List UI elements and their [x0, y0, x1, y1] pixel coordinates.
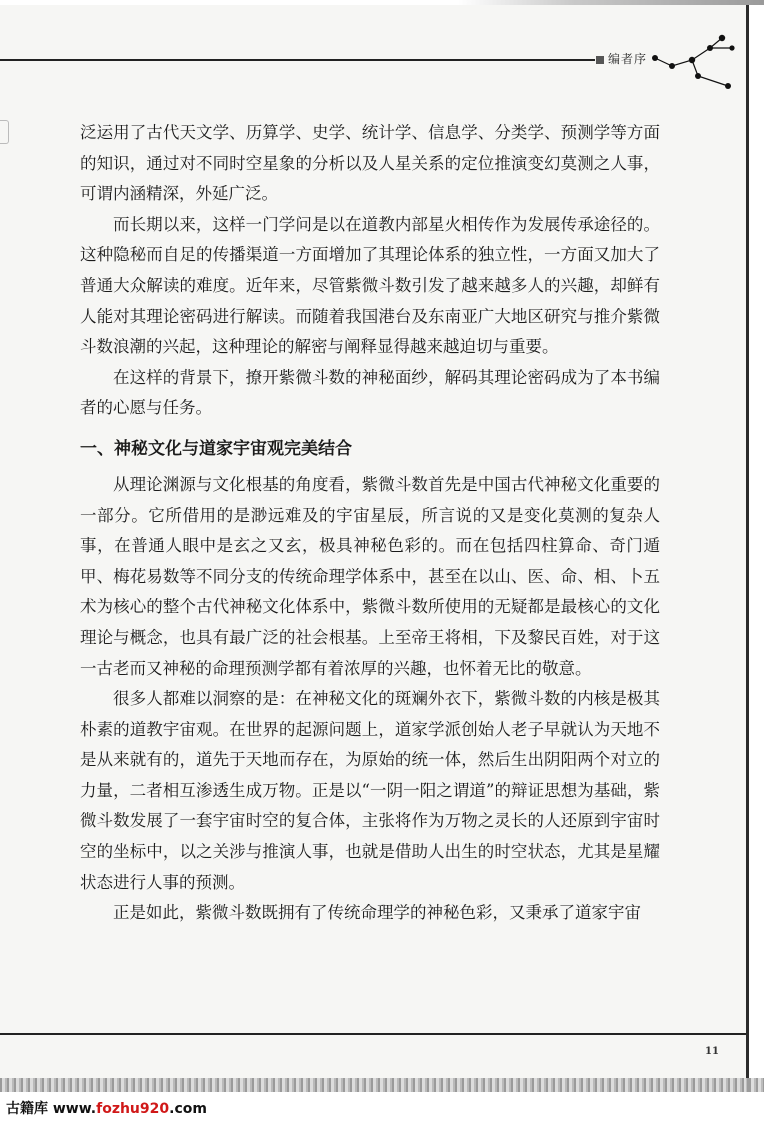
paragraph: 泛运用了古代天文学、历算学、史学、统计学、信息学、分类学、预测学等方面的知识，通过对不同时空星象的分析以及人星关系的定位推演变幻莫测之人事，可谓内涵精深，外延广泛。	[80, 123, 660, 204]
paragraph: 而长期以来，这样一门学问是以在道教内部星火相传作为发展传承途径的。这种隐秘而自足的传播渠道一方面增加了其理论体系的独立性，一方面又加大了普通大众解读的难度。近年来，尽管紫微斗数引发了越来越多人的兴趣，却鲜有人能对其理论密码进行解读。而随着我国港台及东南亚广大地区研究与推介紫微斗数浪潮的兴起，这种理论的解密与阐释显得越来越迫切与重要。	[80, 214, 660, 357]
page-number: 11	[705, 1046, 719, 1057]
footer-rule	[0, 1033, 746, 1035]
constellation-icon	[650, 28, 750, 98]
body-text	[80, 118, 660, 929]
header-rule	[0, 59, 595, 61]
scan-edge-bottom	[0, 1078, 764, 1092]
page-edge-mark	[0, 120, 9, 144]
section-heading: 一、神秘文化与道家宇宙观完美结合	[80, 438, 352, 459]
watermark-accent: fozhu920	[96, 1101, 170, 1117]
paragraph: 从理论渊源与文化根基的角度看，紫微斗数首先是中国古代神秘文化重要的一部分。它所借用的是渺远难及的宇宙星辰，所言说的又是变化莫测的复杂人事，在普通人眼中是玄之又玄，极具神秘色彩的。而在包括四柱算命、奇门遁甲、梅花易数等不同分支的传统命理学体系中，甚至在以山、医、命、相、卜五术为核心的整个古代神秘文化体系中，紫微斗数所使用的无疑都是最核心的文化理论与概念，也具有最广泛的社会根基。上至帝王将相，下及黎民百姓，对于这一古老而又神秘的命理预测学都有着浓厚的兴趣，也怀着无比的敬意。	[80, 474, 660, 678]
watermark-prefix: 古籍库 www.	[6, 1101, 97, 1117]
watermark-suffix: .com	[169, 1101, 207, 1117]
paragraph: 正是如此，紫微斗数既拥有了传统命理学的神秘色彩，又秉承了道家宇宙	[113, 903, 641, 923]
scan-edge-top	[0, 0, 764, 5]
site-watermark	[6, 1098, 207, 1118]
paragraph: 很多人都难以洞察的是：在神秘文化的斑斓外衣下，紫微斗数的内核是极其朴素的道教宇宙观。在世界的起源问题上，道家学派创始人老子早就认为天地不是从来就有的，道先于天地而存在，为原始的统一体，然后生出阴阳两个对立的力量，二者相互渗透生成万物。正是以“一阴一阳之谓道”的辩证思想为基础，紫微斗数发展了一套宇宙时空的复合体，主张将作为万物之灵长的人还原到宇宙时空的坐标中，以之关涉与推演人事，也就是借助人出生的时空状态，尤其是星耀状态进行人事的预测。	[80, 689, 660, 892]
running-header: 编者序	[608, 52, 648, 66]
paragraph: 在这样的背景下，撩开紫微斗数的神秘面纱，解码其理论密码成为了本书编者的心愿与任务。	[80, 367, 660, 418]
header-square-icon	[596, 56, 604, 64]
